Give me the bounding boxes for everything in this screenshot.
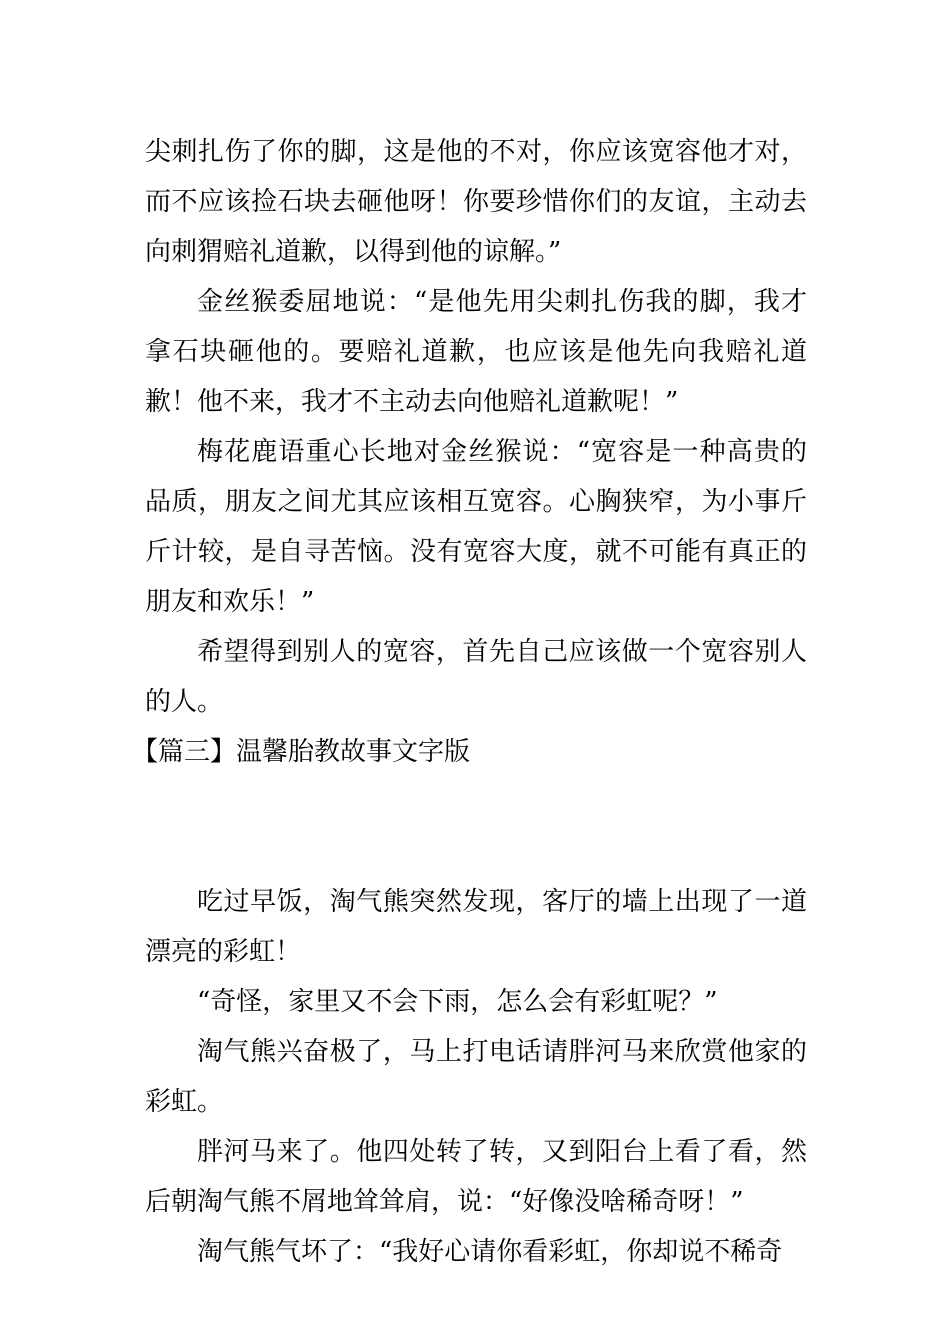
section-heading: 【篇三】温馨胎教故事文字版 [132, 737, 471, 767]
paragraph-3: 梅花鹿语重心长地对金丝猴说：“宽容是一种高贵的品质，朋友之间尤其应该相互宽容。心胸狭窄，为小事斤斤计较，是自寻苦恼。没有宽容大度，就不可能有真正的朋友和欢乐！” [145, 437, 807, 617]
paragraph-8: 胖河马来了。他四处转了转，又到阳台上看了看，然后朝淘气熊不屑地耸耸肩，说：“好像没啥稀奇呀！” [145, 1137, 807, 1217]
paragraph-9: 淘气熊气坏了：“我好心请你看彩虹，你却说不稀奇 [197, 1237, 783, 1267]
paragraph-5: 吃过早饭，淘气熊突然发现，客厅的墙上出现了一道漂亮的彩虹！ [145, 887, 807, 967]
document-page [132, 127, 807, 1277]
paragraph-4: 希望得到别人的宽容，首先自己应该做一个宽容别人的人。 [145, 637, 807, 717]
paragraph-2: 金丝猴委屈地说：“是他先用尖刺扎伤我的脚，我才拿石块砸他的。要赔礼道歉，也应该是他先向我赔礼道歉！他不来，我才不主动去向他赔礼道歉呢！” [145, 287, 807, 417]
paragraph-7: 淘气熊兴奋极了，马上打电话请胖河马来欣赏他家的彩虹。 [145, 1037, 807, 1117]
paragraph-1: 尖刺扎伤了你的脚，这是他的不对，你应该宽容他才对，而不应该捡石块去砸他呀！你要珍惜你们的友谊，主动去向刺猬赔礼道歉，以得到他的谅解。” [145, 137, 807, 267]
paragraph-6: “奇怪，家里又不会下雨，怎么会有彩虹呢？” [197, 987, 718, 1017]
